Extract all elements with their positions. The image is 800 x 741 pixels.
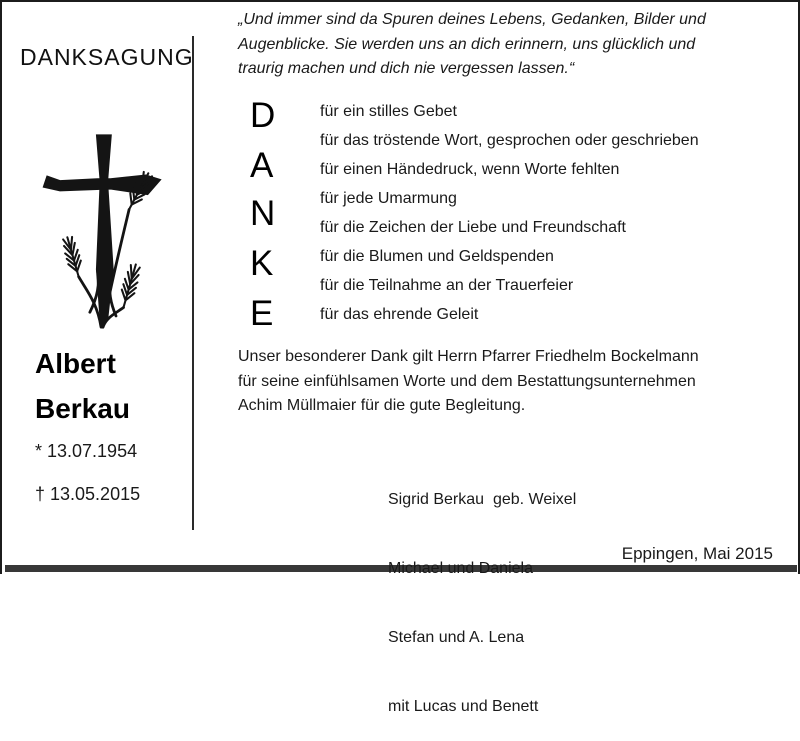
thanks-item: für das ehrende Geleit <box>320 306 479 323</box>
deceased-first-name: Albert <box>35 348 116 379</box>
death-date: † 13.05.2015 <box>35 484 141 504</box>
cross-wheat-icon <box>32 122 172 340</box>
thanks-item: für die Blumen und Geldspenden <box>320 248 554 265</box>
quote-line: Augenblicke. Sie werden uns an dich erinnern, uns glücklich und <box>238 35 696 53</box>
acrostic-letter-n: N <box>250 194 276 233</box>
acrostic-letter-a: A <box>250 146 274 185</box>
quote-line: „Und immer sind da Spuren deines Lebens, Gedanken, Bilder und <box>238 11 706 28</box>
thanks-list <box>320 101 699 333</box>
acrostic-letter-d: D <box>250 96 276 135</box>
quote-line: traurig machen und dich nie vergessen lassen.“ <box>238 60 575 77</box>
place-and-date: Eppingen, Mai 2015 <box>621 544 773 563</box>
thanks-item: für die Zeichen der Liebe und Freundschaft <box>320 219 626 236</box>
thanks-item: für das tröstende Wort, gesprochen oder geschrieben <box>320 132 699 149</box>
birth-date: * 13.07.1954 <box>35 441 138 461</box>
vertical-divider <box>192 36 194 530</box>
family-member: mit Lucas und Benett <box>388 698 539 715</box>
deceased-last-name: Berkau <box>35 393 130 424</box>
acrostic-letter-k: K <box>250 244 274 283</box>
special-thanks-line: Achim Müllmaier für die gute Begleitung. <box>238 397 526 414</box>
memorial-quote <box>238 8 718 82</box>
acrostic-letter-e: E <box>250 294 274 333</box>
special-thanks-paragraph <box>238 345 728 419</box>
page-title: DANKSAGUNG <box>20 44 194 70</box>
special-thanks-line: für seine einfühlsamen Worte und dem Bestattungsunternehmen <box>238 372 696 390</box>
family-member: Stefan und A. Lena <box>388 629 525 646</box>
thanks-item: für die Teilnahme an der Trauerfeier <box>320 277 574 294</box>
special-thanks-line: Unser besonderer Dank gilt Herrn Pfarrer Friedhelm Bockelmann <box>238 348 699 365</box>
thanks-item: für ein stilles Gebet <box>320 103 457 120</box>
thanks-item: für einen Händedruck, wenn Worte fehlten <box>320 161 620 178</box>
deceased-name <box>35 341 130 431</box>
family-signatures <box>388 442 576 741</box>
family-member: Michael und Daniela <box>388 560 533 577</box>
thanks-item: für jede Umarmung <box>320 190 457 207</box>
family-member: Sigrid Berkau geb. Weixel <box>388 491 577 508</box>
